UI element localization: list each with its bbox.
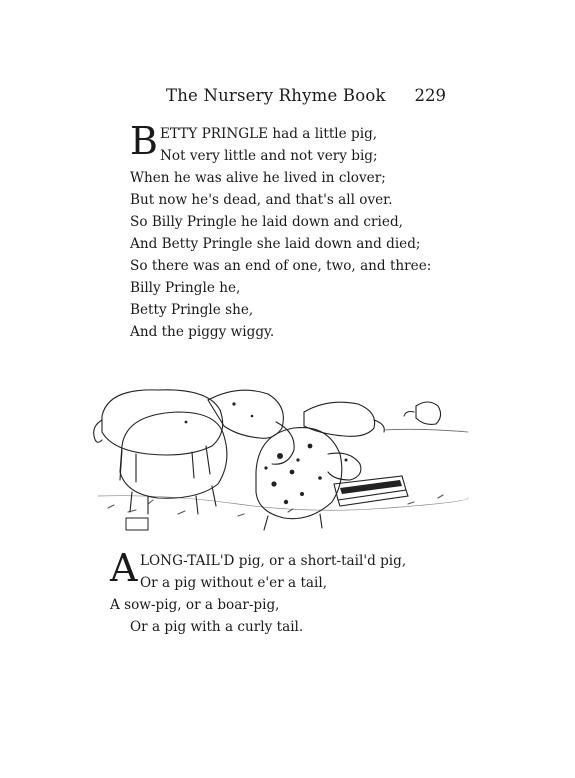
poem-line: Betty Pringle she, — [130, 302, 254, 318]
pigs-illustration — [88, 376, 470, 534]
poem-line: ETTY PRINGLE had a little pig, — [160, 126, 378, 142]
poem-line: Or a pig without e'er a tail, — [140, 575, 328, 591]
signature-box — [126, 518, 148, 530]
poem-line: So there was an end of one, two, and three: — [130, 258, 432, 274]
poem-line: Billy Pringle he, — [130, 280, 241, 296]
poem-line: And Betty Pringle she laid down and died; — [130, 236, 421, 252]
drop-cap: B — [130, 119, 158, 163]
drop-cap: A — [110, 546, 138, 590]
book-title: The Nursery Rhyme Book — [166, 86, 386, 105]
poem-line: And the piggy wiggy. — [130, 324, 275, 340]
running-header — [166, 86, 446, 110]
poem-line: But now he's dead, and that's all over. — [130, 192, 393, 208]
poem-line: LONG-TAIL'D pig, or a short-tail'd pig, — [140, 553, 407, 569]
poem-line: Not very little and not very big; — [160, 148, 378, 164]
poem-line: A sow-pig, or a boar-pig, — [110, 597, 280, 613]
page-number: 229 — [414, 86, 446, 105]
poem-line: Or a pig with a curly tail. — [130, 619, 304, 635]
poem-line: So Billy Pringle he laid down and cried, — [130, 214, 403, 230]
poem-line: When he was alive he lived in clover; — [130, 170, 386, 186]
